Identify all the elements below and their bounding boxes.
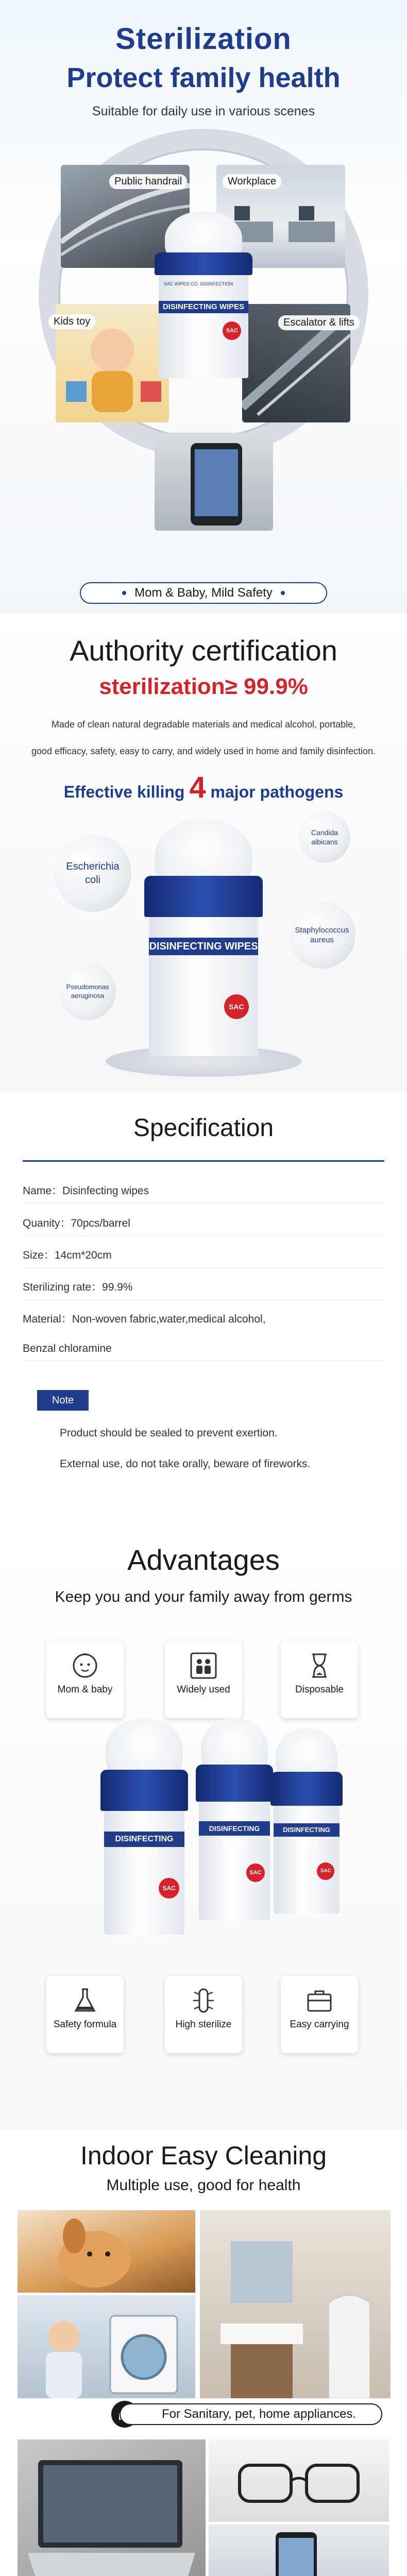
feature-high-sterilize <box>165 1976 242 2053</box>
advantages-right-band: DISINFECTING WIPES <box>274 1823 340 1837</box>
spec-row-size: Size：14cm*20cm <box>23 1247 384 1268</box>
hero-product-canister <box>155 211 252 381</box>
authority-product-band: DISINFECTING WIPES <box>149 938 258 955</box>
product-band: DISINFECTING WIPES <box>159 301 249 313</box>
hourglass-icon <box>304 1650 335 1681</box>
spec-row-material: Material：Non-woven fabric,water,medical alcohol, <box>23 1313 266 1325</box>
advantages-canister-middle <box>196 1718 273 1924</box>
advantages-middle-badge: SAC <box>246 1863 265 1882</box>
caption-home-text: For Sanitary, pet, home appliances. <box>162 2407 357 2421</box>
feature-mom-baby <box>46 1641 124 1718</box>
feature-widely-used <box>165 1641 242 1718</box>
indoor-subtitle: Multiple use, good for health <box>106 2177 301 2194</box>
hero-title: Sterilization <box>115 22 292 56</box>
feature-safety-formula <box>46 1976 124 2053</box>
advantages-canister-right <box>270 1728 343 1919</box>
hero-description: Suitable for daily use in various scenes <box>92 104 315 118</box>
dog-illustration <box>18 2210 195 2293</box>
e-coli-line-1: Escherichia <box>66 861 120 872</box>
candida-line-1: Candida <box>311 828 338 837</box>
laptop-illustration <box>18 2439 206 2576</box>
advantages-title: Advantages <box>127 1544 280 1576</box>
photo-bathroom <box>200 2210 391 2398</box>
staph-line-1: Staphylococcus <box>295 925 349 935</box>
hero-section <box>0 0 407 613</box>
pill-dot-right <box>281 591 285 595</box>
photo-glasses <box>209 2439 389 2522</box>
authority-product-badge: SAC <box>224 994 249 1019</box>
pseudomonas-line-1: Pseudomonas <box>66 983 109 991</box>
briefcase-icon <box>304 1985 335 2016</box>
hero-pill <box>80 582 327 604</box>
advantages-subtitle: Keep you and your family away from germs <box>55 1588 352 1605</box>
pathogen-claim-pre: Effective killing <box>63 783 185 801</box>
e-coli-line-2: coli <box>84 874 100 886</box>
feature-widely-used-label: Widely used <box>177 1684 230 1695</box>
hero-subtitle: Protect family health <box>66 62 341 93</box>
candida-line-2: albicans <box>311 838 338 846</box>
spec-title: Specification <box>133 1114 274 1142</box>
specification-section <box>0 1092 407 1533</box>
advantages-canister-left <box>100 1718 188 1940</box>
hero-pill-text: Mom & Baby, Mild Safety <box>134 586 273 600</box>
spec-title-rule <box>23 1160 384 1162</box>
pathogen-pseudomonas <box>59 963 116 1020</box>
feature-easy-carrying <box>281 1976 358 2053</box>
washing-machine-illustration <box>18 2295 195 2398</box>
indoor-title: Indoor Easy Cleaning <box>80 2141 327 2170</box>
scene-tag-kids-toy: Kids toy <box>48 314 95 329</box>
advantages-left-badge: SAC <box>159 1878 179 1899</box>
product-brand-line: SAC WIPES CO. DISINFECTION <box>163 281 233 286</box>
authority-section <box>0 613 407 1092</box>
note-line-1: Product should be sealed to prevent exertion. <box>60 1427 278 1439</box>
photo-washing <box>18 2295 195 2398</box>
phone-hand-illustration <box>209 2524 389 2576</box>
scene-tag-escalator: Escalator & lifts <box>278 315 360 330</box>
spec-row-quantity: Quanity：70pcs/barrel <box>23 1215 384 1236</box>
pseudomonas-line-2: aeruginosa <box>71 992 105 999</box>
photo-keyboard <box>18 2439 206 2576</box>
glasses-illustration <box>209 2439 389 2522</box>
feature-mom-baby-label: Mom & baby <box>57 1684 113 1695</box>
photo-phone <box>209 2524 389 2576</box>
authority-title: Authority certification <box>70 634 337 667</box>
feature-disposable-label: Disposable <box>295 1684 344 1695</box>
pathogen-claim <box>0 770 407 805</box>
pathogen-e-coli <box>54 835 131 912</box>
sterilization-rate: sterilization≥ 99.9% <box>99 674 308 699</box>
flask-icon <box>70 1985 100 2016</box>
feature-high-sterilize-label: High sterilize <box>175 2019 232 2030</box>
caption-home <box>120 2403 382 2425</box>
product-badge: SAC <box>223 321 241 340</box>
pill-dot-left <box>122 591 126 595</box>
note-line-2: External use, do not take orally, beware of fireworks. <box>60 1458 311 1470</box>
family-icon <box>188 1650 219 1681</box>
pathogen-candida <box>299 811 350 863</box>
phone-illustration <box>155 433 273 531</box>
authority-product-canister <box>144 819 263 1061</box>
authority-text-line-2: good efficacy, safety, easy to carry, and widely used in home and family disinfection. <box>31 746 376 756</box>
pathogen-count: 4 <box>189 771 206 804</box>
staph-line-2: aureus <box>310 936 334 944</box>
feature-easy-carrying-label: Easy carrying <box>290 2019 349 2030</box>
pathogen-staphylococcus <box>289 902 355 969</box>
bathroom-illustration <box>200 2210 391 2398</box>
scene-tag-handrail: Public handrail <box>109 174 187 189</box>
scene-phone-photo <box>155 433 273 531</box>
baby-icon <box>70 1650 100 1681</box>
bacteria-icon <box>188 1985 219 2016</box>
pathogen-claim-post: major pathogens <box>210 783 344 801</box>
spec-row-material-cont: Benzal chloramine <box>23 1343 384 1361</box>
advantages-left-band: DISINFECTING WIPES <box>104 1832 184 1847</box>
photo-pet <box>18 2210 195 2293</box>
scene-tag-workplace: Workplace <box>223 174 281 189</box>
spec-row-sterilizing-rate: Sterilizing rate：99.9% <box>23 1279 384 1300</box>
note-label: Note <box>37 1390 89 1411</box>
authority-text-line-1: Made of clean natural degradable materials and medical alcohol, portable, <box>51 719 356 730</box>
indoor-cleaning-section <box>0 2130 407 2576</box>
authority-description <box>15 711 392 765</box>
advantages-middle-band: DISINFECTING WIPES <box>199 1821 270 1836</box>
feature-disposable <box>281 1641 358 1718</box>
spec-row-name: Name：Disinfecting wipes <box>23 1182 384 1204</box>
feature-safety-formula-label: Safety formula <box>53 2019 117 2030</box>
advantages-section <box>0 1533 407 2130</box>
advantages-right-badge: SAC <box>317 1862 334 1880</box>
